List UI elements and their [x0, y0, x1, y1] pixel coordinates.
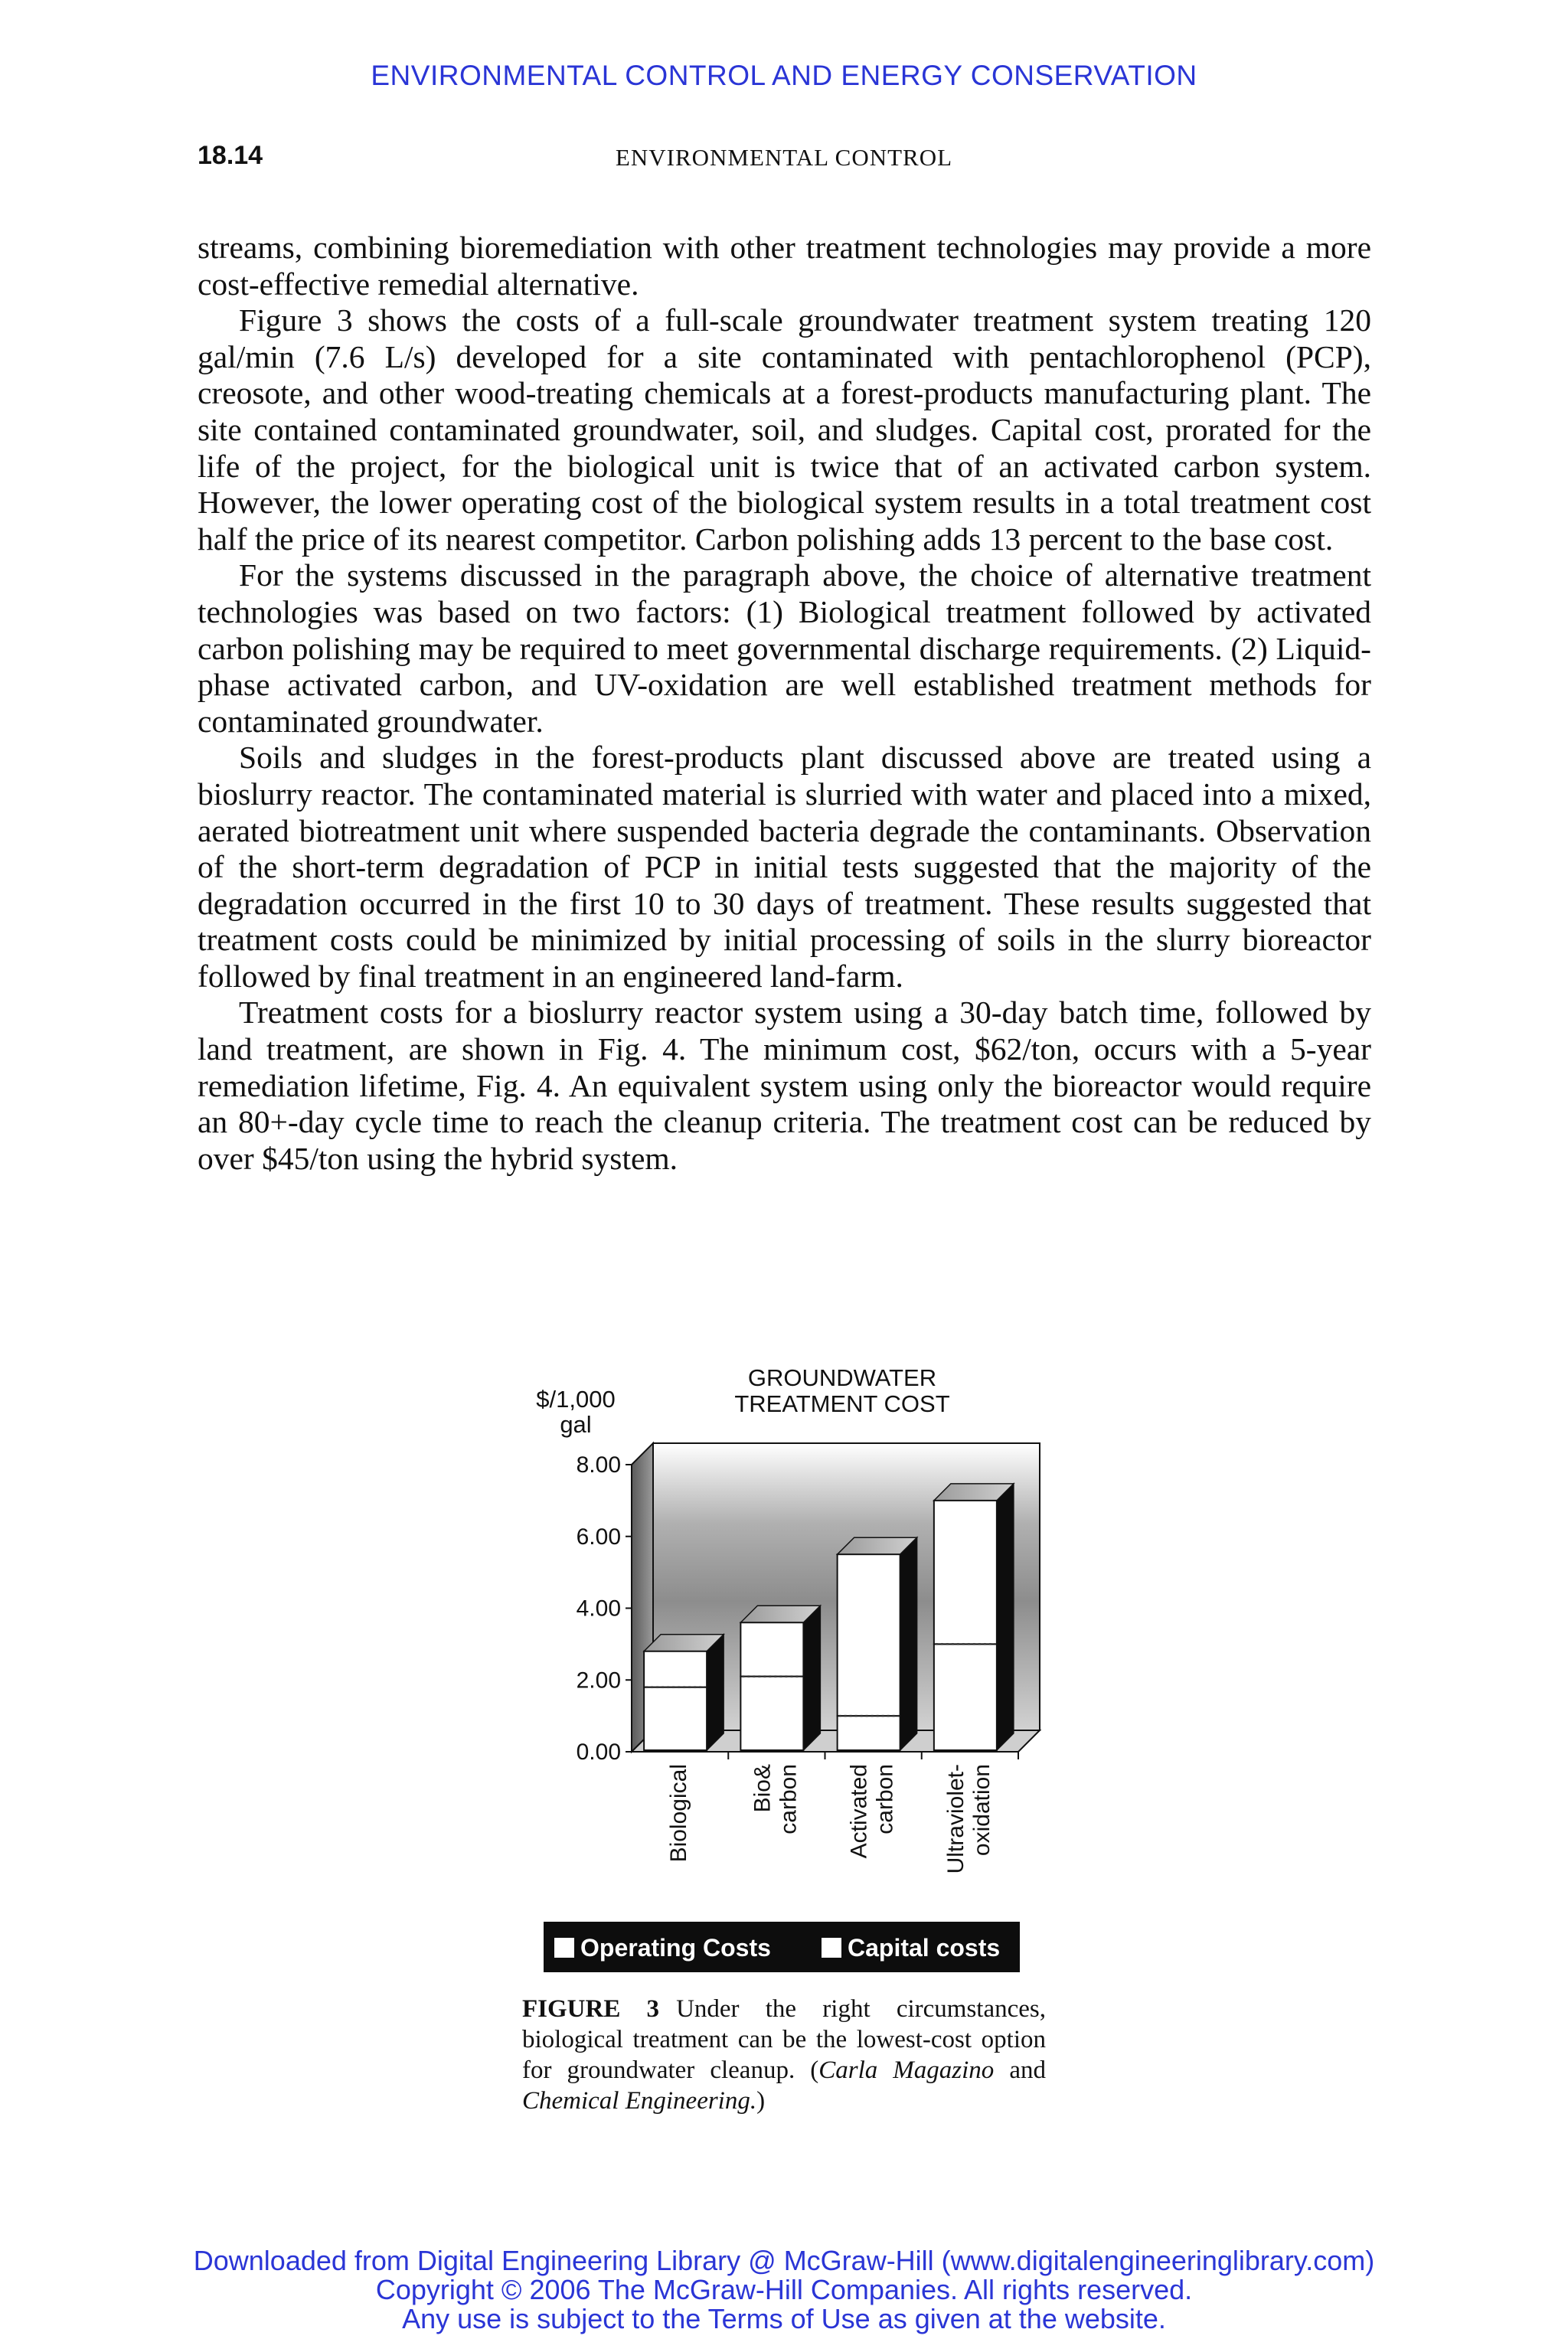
paragraph: Treatment costs for a bioslurry reactor system using a 30-day batch time, followed by land treatment, are shown in Fig. 4. The minimum cost, $62/ton, occurs with a 5-year remediation lifetime, Fig. 4. An equivalent system using only the bioreactor would require an 80+-day cycle time to reach the cleanup criteria. The treatment cost can be reduced by over $45/ton using the hybrid system.	[198, 995, 1371, 1176]
x-tick-label: oxidation	[969, 1764, 995, 1857]
caption-text: Under the right circumstances, biological treatment can be the lowest-cost option for groundwater cleanup. (	[522, 1995, 1046, 2084]
bar-segment-capital	[740, 1622, 803, 1676]
bar-segment-capital	[934, 1501, 997, 1645]
y-axis-label: $/1,000	[536, 1386, 616, 1413]
bar-segment-operating	[934, 1644, 997, 1750]
y-tick-label: 8.00	[576, 1452, 621, 1478]
x-tick-label: Bio&	[750, 1764, 776, 1813]
x-tick-label: Activated	[846, 1764, 872, 1859]
caption-close: )	[756, 2087, 766, 2115]
paragraph: For the systems discussed in the paragraph above, the choice of alternative treatment technologies was based on two factors: (1) Biological treatment followed by activated carbon polishing may be required to meet governmental discharge requirements. (2) Liquid-phase activated carbon, and UV-oxidation are well established treatment methods for contaminated groundwater.	[198, 557, 1371, 739]
bar-segment-operating	[740, 1677, 803, 1750]
caption-credit-source: Chemical Engineering.	[522, 2087, 757, 2115]
y-tick-label: 4.00	[576, 1596, 621, 1622]
legend-swatch-operating	[554, 1938, 574, 1958]
bar-segment-capital	[838, 1554, 900, 1716]
paragraph: streams, combining bioremediation with other treatment technologies may provide a more cost-effective remedial alternative.	[198, 230, 1371, 302]
bar-side	[997, 1484, 1014, 1750]
x-tick-label: carbon	[776, 1764, 802, 1834]
x-tick-label: carbon	[872, 1764, 898, 1834]
legend-swatch-capital	[822, 1938, 841, 1958]
footer-download-line[interactable]: Downloaded from Digital Engineering Library @ McGraw-Hill (www.digitalengineeringlibrary.com)	[193, 2245, 1375, 2276]
chart-title: TREATMENT COST	[734, 1390, 950, 1417]
y-tick-label: 6.00	[576, 1524, 621, 1550]
download-footer	[0, 2246, 1568, 2334]
groundwater-cost-chart	[521, 1355, 1057, 1983]
caption-and: and	[994, 2056, 1046, 2084]
book-title-banner: ENVIRONMENTAL CONTROL AND ENERGY CONSERVATION	[371, 60, 1197, 91]
figure-label: FIGURE 3	[522, 1995, 660, 2023]
bar-side	[803, 1606, 820, 1750]
chart-title: GROUNDWATER	[747, 1364, 937, 1391]
bar-segment-capital	[644, 1651, 707, 1687]
caption-credit-author: Carla Magazino	[818, 2056, 995, 2084]
page-number: 18.14	[198, 141, 263, 170]
y-tick-label: 2.00	[576, 1668, 621, 1694]
y-tick-label: 0.00	[576, 1740, 621, 1765]
x-tick-label: Biological	[666, 1764, 692, 1863]
footer-copyright-line: Copyright © 2006 The McGraw-Hill Companies. All rights reserved.	[375, 2274, 1193, 2305]
body-text	[198, 230, 1371, 1177]
legend-label-capital: Capital costs	[848, 1934, 1001, 1962]
legend-label-operating: Operating Costs	[580, 1934, 771, 1962]
paragraph: Soils and sludges in the forest-products plant discussed above are treated using a bioslurry reactor. The contaminated material is slurried with water and placed into a mixed, aerated biotreatment unit where suspended bacteria degrade the contaminants. Observation of the short-term degradation of PCP in initial tests suggested that the majority of the degradation occurred in the first 10 to 30 days of treatment. These results suggested that treatment costs could be minimized by initial processing of soils in the slurry bioreactor followed by final treatment in an engineered land-farm.	[198, 740, 1371, 994]
bar-side	[707, 1635, 724, 1750]
running-head: ENVIRONMENTAL CONTROL	[615, 144, 953, 171]
x-tick-label: Ultraviolet-	[942, 1764, 969, 1874]
footer-terms-line[interactable]: Any use is subject to the Terms of Use as given at the website.	[402, 2303, 1166, 2334]
y-axis-label: gal	[560, 1411, 592, 1438]
paragraph: Figure 3 shows the costs of a full-scale groundwater treatment system treating 120 gal/min (7.6 L/s) developed for a site contaminated with pentachlorophenol (PCP), creosote, and other wood-treating chemicals at a forest-products manufacturing plant. The site contained contaminated groundwater, soil, and sludges. Capital cost, prorated for the life of the project, for the biological unit is twice that of an activated carbon system. However, the lower operating cost of the biological system results in a total treatment cost half the price of its nearest competitor. Carbon polishing adds 13 percent to the base cost.	[198, 302, 1371, 557]
figure-caption	[522, 1994, 1046, 2116]
bar-side	[900, 1537, 917, 1750]
bar-segment-operating	[644, 1687, 707, 1750]
bar-segment-operating	[838, 1716, 900, 1750]
